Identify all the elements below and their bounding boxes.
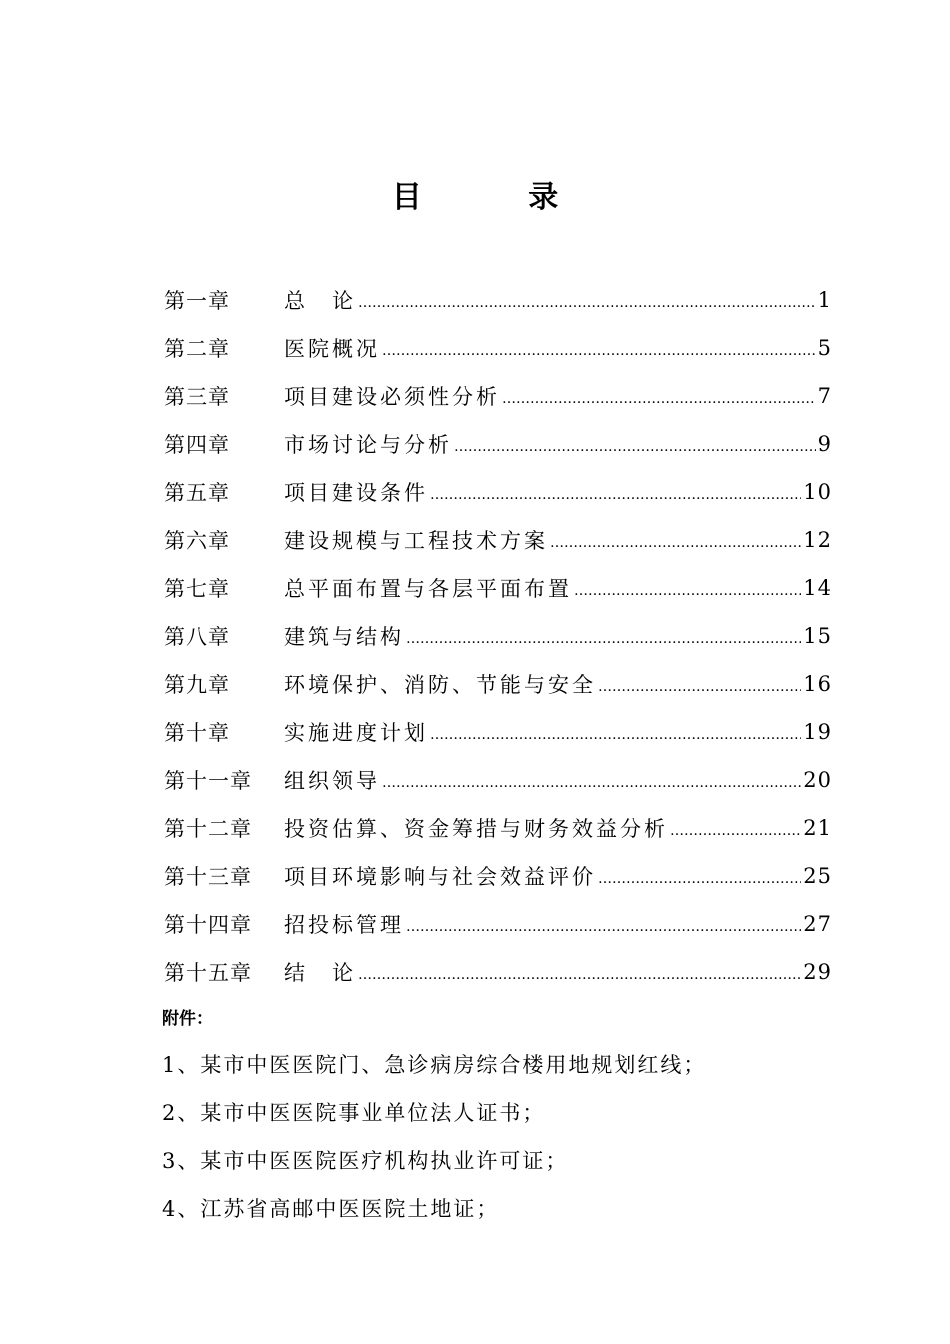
appendix-heading: 附件： — [162, 1009, 213, 1029]
toc-entry-4[interactable] — [164, 420, 832, 468]
toc-entry-10[interactable] — [164, 708, 832, 756]
toc-leader-dots — [430, 719, 801, 746]
toc-leader-dots — [406, 623, 801, 650]
appendix-list — [162, 1040, 862, 1232]
toc-chapter-number: 第十五章 — [164, 961, 252, 985]
toc-chapter-number: 第七章 — [164, 577, 230, 601]
toc-leader-dots — [406, 911, 801, 938]
toc-leader-dots — [358, 959, 801, 986]
toc-leader-dots — [670, 815, 801, 842]
toc-page-number: 16 — [803, 672, 832, 696]
toc-page-number: 29 — [803, 960, 832, 984]
toc-entry-2[interactable] — [164, 324, 832, 372]
toc-entry-5[interactable] — [164, 468, 832, 516]
toc-chapter-number: 第二章 — [164, 337, 230, 361]
toc-chapter-title: 环境保护、消防、节能与安全 — [284, 673, 596, 697]
toc-page-number: 7 — [817, 384, 832, 408]
appendix-item: 2、某市中医医院事业单位法人证书； — [162, 1101, 546, 1125]
toc-leader-dots — [550, 527, 801, 554]
toc-page-number: 27 — [803, 912, 832, 936]
toc-chapter-number: 第十一章 — [164, 769, 252, 793]
toc-page-number: 10 — [803, 480, 832, 504]
toc-chapter-title: 项目建设必须性分析 — [284, 385, 500, 409]
toc-page-number: 9 — [817, 432, 832, 456]
toc-leader-dots — [454, 431, 816, 458]
toc-leader-dots — [382, 335, 816, 362]
appendix-item: 4、江苏省高邮中医医院土地证； — [162, 1197, 500, 1221]
toc-page-number: 21 — [803, 816, 832, 840]
toc-entry-12[interactable] — [164, 804, 832, 852]
toc-chapter-number: 第十章 — [164, 721, 230, 745]
toc-entry-1[interactable] — [164, 276, 832, 324]
toc-entry-8[interactable] — [164, 612, 832, 660]
toc-entry-6[interactable] — [164, 516, 832, 564]
toc-chapter-title: 建筑与结构 — [284, 625, 404, 649]
toc-page-number: 20 — [803, 768, 832, 792]
toc-chapter-title: 招投标管理 — [284, 913, 404, 937]
toc-entry-11[interactable] — [164, 756, 832, 804]
toc-chapter-number: 第五章 — [164, 481, 230, 505]
toc-leader-dots — [358, 287, 816, 314]
toc-chapter-number: 第十二章 — [164, 817, 252, 841]
toc-page-number: 1 — [817, 288, 832, 312]
toc-chapter-title: 项目建设条件 — [284, 481, 428, 505]
toc-entry-13[interactable] — [164, 852, 832, 900]
toc-chapter-number: 第十四章 — [164, 913, 252, 937]
toc-leader-dots — [574, 575, 801, 602]
toc-chapter-title: 医院概况 — [284, 337, 380, 361]
toc-chapter-title: 投资估算、资金筹措与财务效益分析 — [284, 817, 668, 841]
toc-entry-7[interactable] — [164, 564, 832, 612]
toc-chapter-title: 项目环境影响与社会效益评价 — [284, 865, 596, 889]
toc-page-number: 12 — [803, 528, 832, 552]
toc-chapter-title: 组织领导 — [284, 769, 380, 793]
page-title: 目 录 — [391, 180, 607, 215]
toc-page-number: 25 — [803, 864, 832, 888]
toc-chapter-number: 第九章 — [164, 673, 230, 697]
toc-chapter-number: 第八章 — [164, 625, 230, 649]
toc-leader-dots — [598, 671, 801, 698]
toc-page-number: 15 — [803, 624, 832, 648]
toc-leader-dots — [598, 863, 801, 890]
toc-chapter-title: 建设规模与工程技术方案 — [284, 529, 548, 553]
toc-entry-3[interactable] — [164, 372, 832, 420]
toc-entry-14[interactable] — [164, 900, 832, 948]
toc-chapter-number: 第十三章 — [164, 865, 252, 889]
toc-chapter-number: 第三章 — [164, 385, 230, 409]
toc-chapter-title: 结 论 — [284, 961, 356, 985]
toc-chapter-number: 第四章 — [164, 433, 230, 457]
toc-chapter-title: 市场讨论与分析 — [284, 433, 452, 457]
table-of-contents — [164, 276, 832, 996]
toc-chapter-number: 第一章 — [164, 289, 230, 313]
toc-leader-dots — [502, 383, 816, 410]
toc-chapter-title: 总 论 — [284, 289, 356, 313]
toc-entry-15[interactable] — [164, 948, 832, 996]
toc-page-number: 5 — [817, 336, 832, 360]
toc-chapter-title: 实施进度计划 — [284, 721, 428, 745]
toc-chapter-number: 第六章 — [164, 529, 230, 553]
toc-page-number: 19 — [803, 720, 832, 744]
toc-chapter-title: 总平面布置与各层平面布置 — [284, 577, 572, 601]
toc-leader-dots — [430, 479, 801, 506]
toc-leader-dots — [382, 767, 801, 794]
toc-entry-9[interactable] — [164, 660, 832, 708]
toc-page-number: 14 — [803, 576, 832, 600]
appendix-item: 3、某市中医医院医疗机构执业许可证； — [162, 1149, 569, 1173]
appendix-item: 1、某市中医医院门、急诊病房综合楼用地规划红线； — [162, 1053, 707, 1077]
